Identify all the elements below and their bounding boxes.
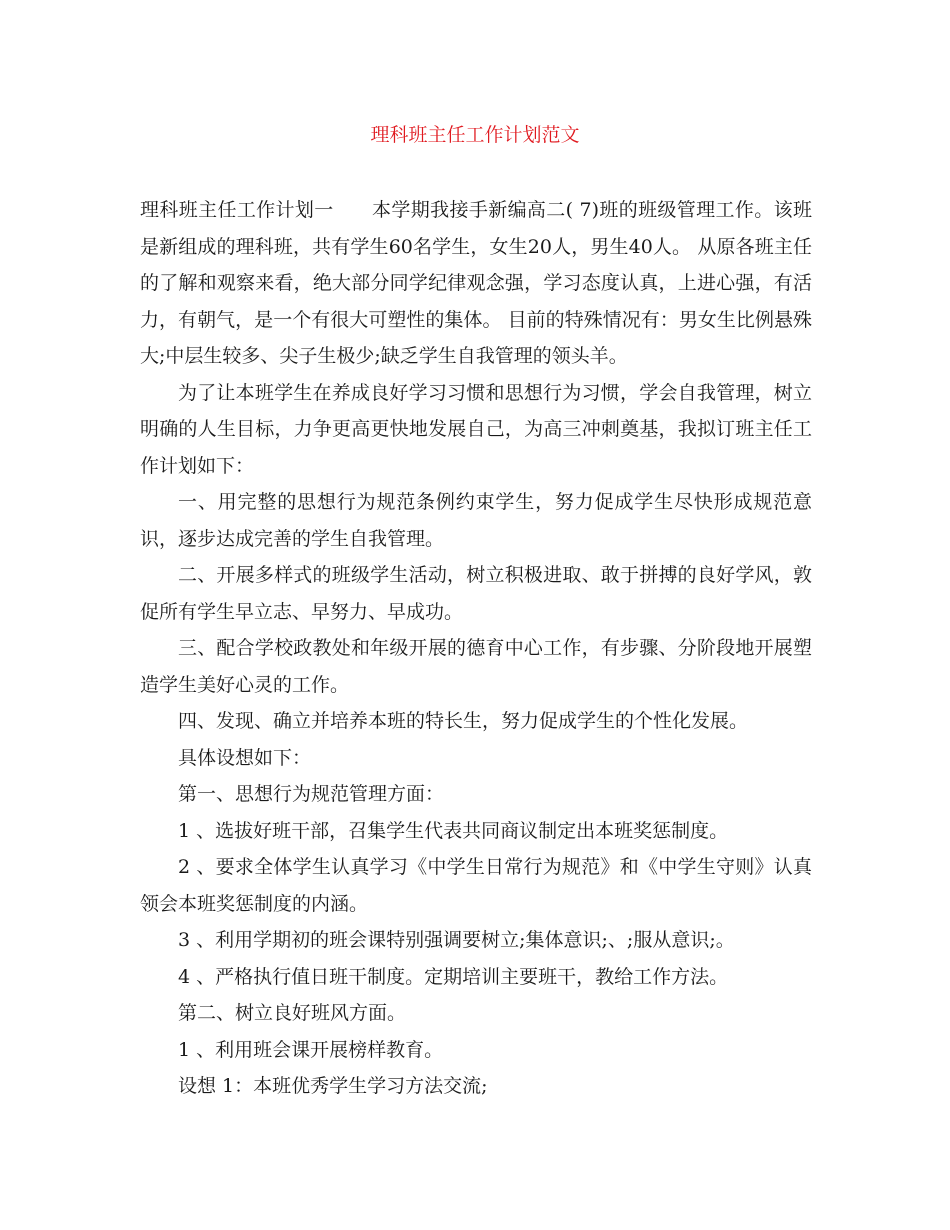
document-title: 理科班主任工作计划范文 [370,124,580,146]
paragraph: 4 、严格执行值日班干制度。定期培训主要班干，教给工作方法。 [178,965,729,988]
intro-paragraph [140,192,812,375]
paragraph: 1 、选拔好班干部，召集学生代表共同商议制定出本班奖惩制度。 [178,819,729,842]
paragraph: 二、开展多样式的班级学生活动，树立积极进取、敢于拼搏的良好学风，敦促所有学生早立志、早努力、早成功。 [140,564,812,623]
paragraph: 设想 1：本班优秀学生学习方法交流; [178,1075,488,1097]
paragraph: 一、用完整的思想行为规范条例约束学生，努力促成学生尽快形成规范意识，逐步达成完善的学生自我管理。 [140,491,812,550]
paragraph: 2 、要求全体学生认真学习《中学生日常行为规范》和《中学生守则》认真领会本班奖惩制度的内涵。 [140,856,812,915]
paragraph: 具体设想如下： [178,746,312,769]
intro-label: 理科班主任工作计划一 [140,199,334,221]
paragraph: 三、配合学校政教处和年级开展的德育中心工作，有步骤、分阶段地开展塑造学生美好心灵的工作。 [140,637,812,696]
intro-text: 本学期我接手新编高二( 7)班的班级管理工作。该班是新组成的理科班，共有学生60名学生，女生20人，男生40人。 从原各班主任的了解和观察来看，绝大部分同学纪律观念强，学习态度认真，上进心强，有活力，有朝气，是一个有很大可塑性的集体。 目前的特殊情况有：男女生比例悬殊大;中层生较多、尖子生极少;缺乏学生自我管理的领头羊。 [140,199,812,367]
paragraph: 第二、树立良好班风方面。 [178,1002,407,1024]
paragraph: 为了让本班学生在养成良好学习习惯和思想行为习惯，学会自我管理，树立明确的人生目标，力争更高更快地发展自己，为高三冲刺奠基，我拟订班主任工作计划如下： [140,381,812,477]
paragraph: 3 、利用学期初的班会课特别强调要树立;集体意识;、;服从意识;。 [178,929,735,951]
paragraph: 四、发现、确立并培养本班的特长生，努力促成学生的个性化发展。 [178,710,749,732]
paragraph: 1 、利用班会课开展榜样教育。 [178,1038,444,1061]
paragraph: 第一、思想行为规范管理方面： [178,783,445,805]
document-body [140,192,812,1105]
